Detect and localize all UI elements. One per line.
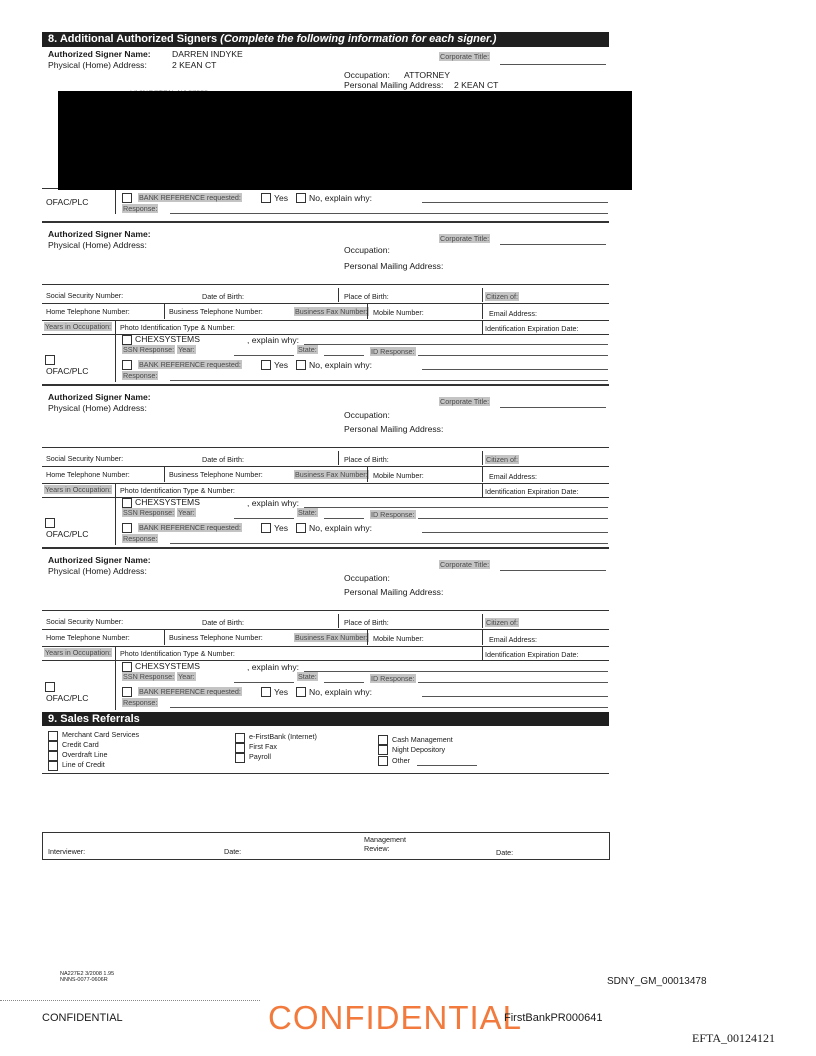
yes-checkbox[interactable] (261, 523, 271, 533)
photo-id-label: Photo Identification Type & Number: (120, 649, 235, 658)
firstbank-id: FirstBankPR000641 (504, 1012, 603, 1024)
signer-name-label: Authorized Signer Name: (48, 555, 151, 565)
ofac-label: OFAC/PLC (46, 529, 89, 539)
years-occupation-label: Years in Occupation: (45, 322, 112, 331)
years-occupation-label: Years in Occupation: (45, 648, 112, 657)
bank-ref-label: BANK REFERENCE requested: (139, 193, 241, 202)
ssn-response-label: SSN Response: (123, 672, 175, 681)
no-explain-label: No, explain why: (309, 687, 373, 697)
home-phone-label: Home Telephone Number: (46, 633, 130, 642)
referral-label: Merchant Card Services (62, 730, 140, 739)
corporate-title-line (500, 64, 606, 65)
bank-ref-checkbox[interactable] (122, 193, 132, 203)
interviewer-label: Interviewer: (48, 847, 86, 856)
corporate-title-label: Corporate Title: (440, 397, 490, 406)
id-expiration-label: Identification Expiration Date: (485, 650, 579, 659)
corporate-title-label: Corporate Title: (440, 560, 490, 569)
referral-label: Payroll (249, 752, 271, 761)
section-title: Additional Authorized Signers (59, 33, 218, 45)
years-occupation-label: Years in Occupation: (45, 485, 112, 494)
email-label: Email Address: (489, 472, 537, 481)
cash-management-checkbox[interactable] (378, 735, 388, 745)
business-phone-label: Business Telephone Number: (169, 470, 263, 479)
response-label: Response: (123, 698, 158, 707)
corporate-title-label: Corporate Title: (440, 234, 490, 243)
occupation-label: Occupation: (344, 573, 390, 583)
dob-label: Date of Birth: (202, 455, 244, 464)
yes-checkbox[interactable] (261, 193, 271, 203)
state-label: State: (298, 345, 317, 354)
redaction-block (58, 91, 632, 190)
mobile-label: Mobile Number: (373, 471, 424, 480)
signer-name-value: DARREN INDYKE (172, 49, 243, 59)
confidential-small: CONFIDENTIAL (42, 1012, 123, 1024)
citizen-label: Citizen of: (486, 618, 518, 627)
referral-label: Cash Management (392, 735, 453, 744)
no-checkbox[interactable] (296, 193, 306, 203)
chexsystems-label: CHEXSYSTEMS (135, 334, 200, 344)
review-label: Review: (364, 844, 390, 853)
response-label: Response: (123, 204, 158, 213)
occupation-value: ATTORNEY (404, 70, 450, 80)
mailing-address-label: Personal Mailing Address: (344, 587, 444, 597)
yes-label: Yes (274, 687, 289, 697)
year-label: Year: (178, 672, 195, 681)
chexsystems-label: CHEXSYSTEMS (135, 497, 200, 507)
chexsystems-label: CHEXSYSTEMS (135, 661, 200, 671)
section-8-header (42, 32, 609, 47)
yes-label: Yes (274, 360, 289, 370)
bank-ref-checkbox[interactable] (122, 523, 132, 533)
credit-card-checkbox[interactable] (48, 741, 58, 751)
mobile-label: Mobile Number: (373, 308, 424, 317)
home-address-label: Physical (Home) Address: (48, 566, 147, 576)
referral-label: e-FirstBank (Internet) (249, 732, 317, 741)
response-label: Response: (123, 371, 158, 380)
state-label: State: (298, 508, 317, 517)
response-label: Response: (123, 534, 158, 543)
bank-ref-label: BANK REFERENCE requested: (139, 360, 241, 369)
date-label-2: Date: (496, 848, 514, 857)
explain-label: , explain why: (247, 335, 300, 345)
interviewer-box (42, 832, 610, 860)
occupation-label: Occupation: (344, 245, 390, 255)
yes-label: Yes (274, 193, 289, 203)
bates-number: SDNY_GM_00013478 (607, 976, 707, 987)
chex-row-checkbox[interactable] (45, 355, 55, 365)
chexsystems-checkbox[interactable] (122, 662, 132, 672)
explain-label: , explain why: (247, 662, 300, 672)
no-explain-label: No, explain why: (309, 523, 373, 533)
ssn-response-label: SSN Response: (123, 508, 175, 517)
signer-name-label: Authorized Signer Name: (48, 229, 151, 239)
signer-name-label: Authorized Signer Name: (48, 49, 151, 59)
payroll-checkbox[interactable] (235, 753, 245, 763)
bank-ref-checkbox[interactable] (122, 687, 132, 697)
ssn-label: Social Security Number: (46, 617, 124, 626)
id-expiration-label: Identification Expiration Date: (485, 324, 579, 333)
section-number: 9. (48, 713, 58, 725)
other-checkbox[interactable] (378, 756, 388, 766)
first-fax-checkbox[interactable] (235, 743, 245, 753)
id-expiration-label: Identification Expiration Date: (485, 487, 579, 496)
business-phone-label: Business Telephone Number: (169, 633, 263, 642)
referral-label: Other (392, 756, 410, 765)
home-phone-label: Home Telephone Number: (46, 307, 130, 316)
year-label: Year: (178, 345, 195, 354)
referral-label: Night Depository (392, 745, 446, 754)
corporate-title-label: Corporate Title: (440, 52, 490, 61)
photo-id-label: Photo Identification Type & Number: (120, 323, 235, 332)
section-title: Sales Referrals (60, 713, 140, 725)
yes-label: Yes (274, 523, 289, 533)
no-explain-label: No, explain why: (309, 360, 373, 370)
referral-label: Overdraft Line (62, 750, 108, 759)
form-code-1: NA227E2 3/2008 1.95 (60, 971, 115, 977)
no-explain-label: No, explain why: (309, 193, 373, 203)
management-label: Management (364, 835, 406, 844)
mailing-address-value: 2 KEAN CT (454, 80, 499, 90)
chexsystems-checkbox[interactable] (122, 498, 132, 508)
confidential-stamp: CONFIDENTIAL (268, 999, 523, 1036)
chexsystems-checkbox[interactable] (122, 335, 132, 345)
mobile-label: Mobile Number: (373, 634, 424, 643)
section-number: 8. (48, 33, 58, 45)
citizen-label: Citizen of: (486, 292, 518, 301)
email-label: Email Address: (489, 635, 537, 644)
home-address-label: Physical (Home) Address: (48, 60, 147, 70)
id-response-label: ID Response: (371, 674, 415, 683)
bank-ref-label: BANK REFERENCE requested: (139, 523, 241, 532)
yes-checkbox[interactable] (261, 360, 271, 370)
bank-ref-checkbox[interactable] (122, 360, 132, 370)
mailing-address-label: Personal Mailing Address: (344, 261, 444, 271)
id-response-label: ID Response: (371, 510, 415, 519)
no-checkbox[interactable] (296, 523, 306, 533)
ofac-label: OFAC/PLC (46, 197, 89, 207)
photo-id-label: Photo Identification Type & Number: (120, 486, 235, 495)
section-9-header (42, 712, 609, 726)
pob-label: Place of Birth: (344, 455, 389, 464)
efirstbank-checkbox[interactable] (235, 733, 245, 743)
ssn-label: Social Security Number: (46, 291, 124, 300)
yes-checkbox[interactable] (261, 687, 271, 697)
occupation-label: Occupation: (344, 70, 390, 80)
form-code-2: NNNS-0077-0606R (60, 977, 108, 983)
dob-label: Date of Birth: (202, 618, 244, 627)
business-fax-label: Business Fax Number: (295, 307, 368, 316)
night-depository-checkbox[interactable] (378, 745, 388, 755)
divider (0, 1000, 260, 1001)
ofac-label: OFAC/PLC (46, 366, 89, 376)
ofac-label: OFAC/PLC (46, 693, 89, 703)
chex-row-checkbox[interactable] (45, 682, 55, 692)
date-label: Date: (224, 847, 242, 856)
state-label: State: (298, 672, 317, 681)
mailing-address-label: Personal Mailing Address: (344, 424, 444, 434)
pob-label: Place of Birth: (344, 618, 389, 627)
home-address-value: 2 KEAN CT (172, 60, 217, 70)
referral-label: Credit Card (62, 740, 99, 749)
year-label: Year: (178, 508, 195, 517)
home-address-label: Physical (Home) Address: (48, 403, 147, 413)
explain-label: , explain why: (247, 498, 300, 508)
line-of-credit-checkbox[interactable] (48, 761, 58, 771)
ssn-label: Social Security Number: (46, 454, 124, 463)
dob-label: Date of Birth: (202, 292, 244, 301)
referral-label: Line of Credit (62, 760, 105, 769)
pob-label: Place of Birth: (344, 292, 389, 301)
no-checkbox[interactable] (296, 687, 306, 697)
business-phone-label: Business Telephone Number: (169, 307, 263, 316)
referral-label: First Fax (249, 742, 277, 751)
id-response-label: ID Response: (371, 347, 415, 356)
no-checkbox[interactable] (296, 360, 306, 370)
business-fax-label: Business Fax Number: (295, 470, 368, 479)
bank-ref-label: BANK REFERENCE requested: (139, 687, 241, 696)
business-fax-label: Business Fax Number: (295, 633, 368, 642)
signer-name-label: Authorized Signer Name: (48, 392, 151, 402)
section-instruction: (Complete the following information for each signer.) (220, 33, 497, 45)
citizen-label: Citizen of: (486, 455, 518, 464)
overdraft-line-checkbox[interactable] (48, 751, 58, 761)
email-label: Email Address: (489, 309, 537, 318)
merchant-card-checkbox[interactable] (48, 731, 58, 741)
mailing-address-label: Personal Mailing Address: (344, 80, 444, 90)
home-address-label: Physical (Home) Address: (48, 240, 147, 250)
occupation-label: Occupation: (344, 410, 390, 420)
chex-row-checkbox[interactable] (45, 518, 55, 528)
ssn-response-label: SSN Response: (123, 345, 175, 354)
efta-number: EFTA_00124121 (692, 1031, 776, 1045)
home-phone-label: Home Telephone Number: (46, 470, 130, 479)
